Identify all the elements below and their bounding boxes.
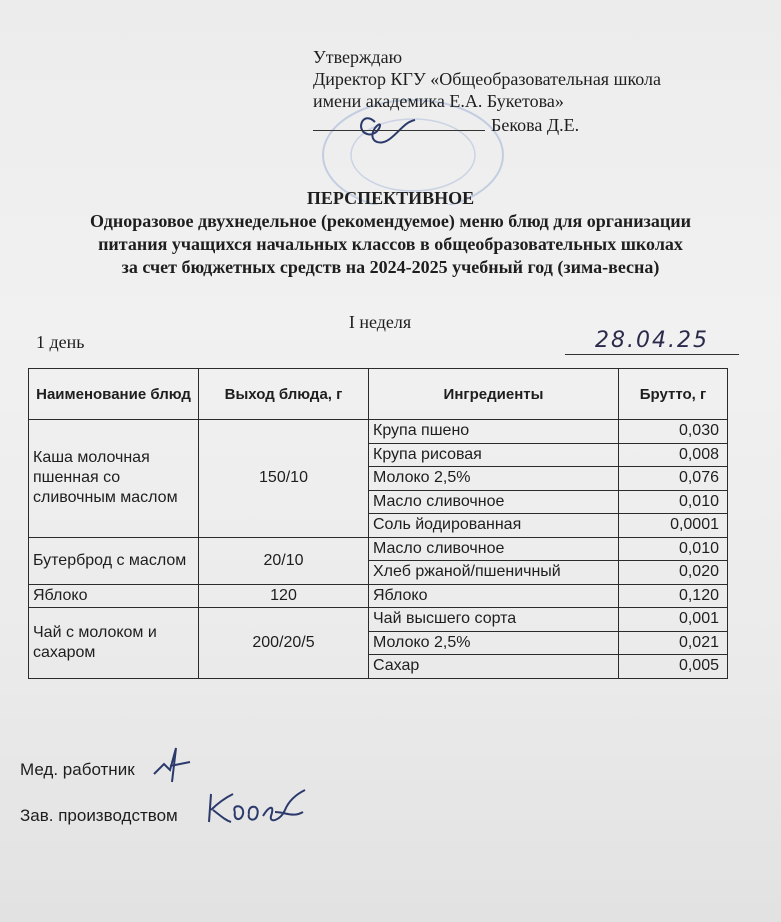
header-brutto: Брутто, г [619, 369, 728, 420]
ingredient-cell: Молоко 2,5% [369, 631, 619, 655]
ingredient-cell: Хлеб ржаной/пшеничный [369, 561, 619, 585]
approval-line-1: Утверждаю [313, 47, 403, 67]
brutto-cell: 0,008 [619, 443, 728, 467]
menu-table-body [29, 420, 728, 679]
table-row [29, 608, 728, 632]
table-row [29, 584, 728, 608]
approval-line-2: Директор КГУ «Общеобразовательная школа [313, 69, 662, 89]
dish-name-cell: Каша молочная пшенная со сливочным маслом [29, 420, 199, 538]
table-row [29, 420, 728, 444]
brutto-cell: 0,030 [619, 420, 728, 444]
brutto-cell: 0,076 [619, 467, 728, 491]
med-worker-signature [150, 738, 200, 788]
week-label: I неделя [348, 312, 412, 332]
ingredient-cell: Чай высшего сорта [369, 608, 619, 632]
brutto-cell: 0,005 [619, 655, 728, 679]
ingredient-cell: Соль йодированная [369, 514, 619, 538]
med-worker-label: Мед. работник [20, 760, 135, 779]
title-heading: ПЕРСПЕКТИВНОЕ [306, 188, 475, 208]
approval-line-4 [313, 114, 661, 136]
director-name: Бекова Д.Е. [491, 115, 580, 135]
title-line-1: Одноразовое двухнедельное (рекомендуемое) меню блюд для организации [90, 211, 691, 231]
production-head-signature [205, 782, 315, 832]
dish-output-cell: 150/10 [199, 420, 369, 538]
brutto-cell: 0,020 [619, 561, 728, 585]
title-line-3: за счет бюджетных средств на 2024-2025 учебный год (зима-весна) [121, 257, 660, 277]
table-header-row [29, 369, 728, 420]
header-dish-name: Наименование блюд [29, 369, 199, 420]
ingredient-cell: Сахар [369, 655, 619, 679]
dish-output-cell: 20/10 [199, 537, 369, 584]
brutto-cell: 0,001 [619, 608, 728, 632]
brutto-cell: 0,120 [619, 584, 728, 608]
ingredient-cell: Молоко 2,5% [369, 467, 619, 491]
title-line-2: питания учащихся начальных классов в общеобразовательных школах [98, 234, 683, 254]
dish-name-cell: Бутерброд с маслом [29, 537, 199, 584]
brutto-cell: 0,010 [619, 490, 728, 514]
document-title [0, 187, 781, 279]
ingredient-cell: Масло сливочное [369, 490, 619, 514]
ingredient-cell: Масло сливочное [369, 537, 619, 561]
dish-name-cell: Чай с молоком и сахаром [29, 608, 199, 679]
production-head-label: Зав. производством [20, 806, 178, 825]
header-output: Выход блюда, г [199, 369, 369, 420]
brutto-cell: 0,021 [619, 631, 728, 655]
ingredient-cell: Крупа пшено [369, 420, 619, 444]
brutto-cell: 0,0001 [619, 514, 728, 538]
approval-line-3: имени академика Е.А. Букетова» [313, 91, 564, 111]
ingredient-cell: Крупа рисовая [369, 443, 619, 467]
menu-table [28, 368, 728, 679]
approval-block [313, 46, 661, 136]
brutto-cell: 0,010 [619, 537, 728, 561]
handwritten-date: 28.04.25 [565, 328, 739, 355]
signature-underline [313, 114, 485, 131]
dish-name-cell: Яблоко [29, 584, 199, 608]
ingredient-cell: Яблоко [369, 584, 619, 608]
day-label: 1 день [36, 332, 85, 352]
header-ingredients: Ингредиенты [369, 369, 619, 420]
table-row [29, 537, 728, 561]
dish-output-cell: 120 [199, 584, 369, 608]
dish-output-cell: 200/20/5 [199, 608, 369, 679]
